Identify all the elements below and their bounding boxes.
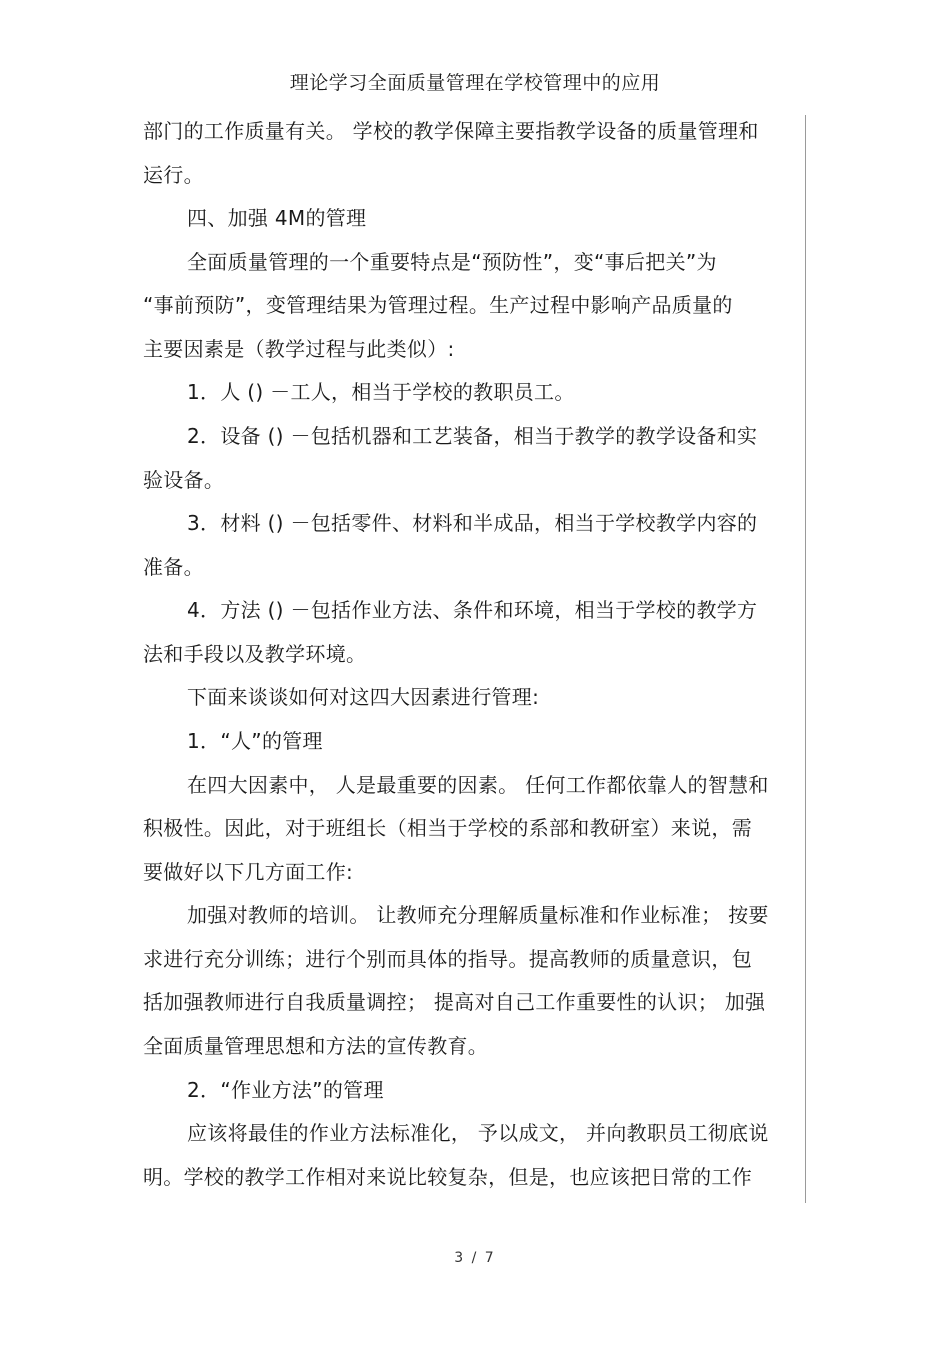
list-item: 4．方法 () －包括作业方法、条件和环境，相当于学校的教学方 [187, 598, 758, 622]
text-line: 主要因素是（教学过程与此类似）: [143, 337, 455, 361]
text-line: 求进行充分训练；进行个别而具体的指导。提高教师的质量意识，包 [143, 947, 752, 971]
text-line: 要做好以下几方面工作: [143, 860, 354, 884]
text-line: 积极性。因此，对于班组长（相当于学校的系部和教研室）来说，需 [143, 816, 752, 840]
text-line: 全面质量管理思想和方法的宣传教育。 [143, 1034, 489, 1058]
subsection-heading: 1．“人”的管理 [187, 729, 323, 753]
text-line: 法和手段以及教学环境。 [143, 642, 367, 666]
text-line: 验设备。 [143, 468, 225, 492]
section-heading: 四、加强 4M的管理 [187, 206, 367, 230]
text-line: 下面来谈谈如何对这四大因素进行管理: [187, 685, 540, 709]
list-item: 3．材料 () －包括零件、材料和半成品，相当于学校教学内容的 [187, 511, 758, 535]
text-line: 明。学校的教学工作相对来说比较复杂，但是，也应该把日常的工作 [143, 1165, 752, 1189]
text-line: 加强对教师的培训。 让教师充分理解质量标准和作业标准； 按要 [187, 903, 769, 927]
text-line: “事前预防”，变管理结果为管理过程。生产过程中影响产品质量的 [143, 293, 733, 317]
text-line: 在四大因素中， 人是最重要的因素。 任何工作都依靠人的智慧和 [187, 773, 769, 797]
text-line: 部门的工作质量有关。 学校的教学保障主要指教学设备的质量管理和 [143, 119, 759, 143]
list-item: 2．设备 () －包括机器和工艺装备，相当于教学的教学设备和实 [187, 424, 758, 448]
text-line: 括加强教师进行自我质量调控； 提高对自己工作重要性的认识； 加强 [143, 990, 766, 1014]
page-number: 3 / 7 [454, 1250, 496, 1266]
text-line: 应该将最佳的作业方法标准化， 予以成文， 并向教职员工彻底说 [187, 1121, 769, 1145]
page-title: 理论学习全面质量管理在学校管理中的应用 [289, 72, 661, 94]
subsection-heading: 2．“作业方法”的管理 [187, 1078, 384, 1102]
text-line: 全面质量管理的一个重要特点是“预防性”，变“事后把关”为 [187, 250, 717, 274]
text-line: 运行。 [143, 163, 204, 187]
text-line: 准备。 [143, 555, 204, 579]
list-item: 1．人 () －工人，相当于学校的教职员工。 [187, 380, 575, 404]
